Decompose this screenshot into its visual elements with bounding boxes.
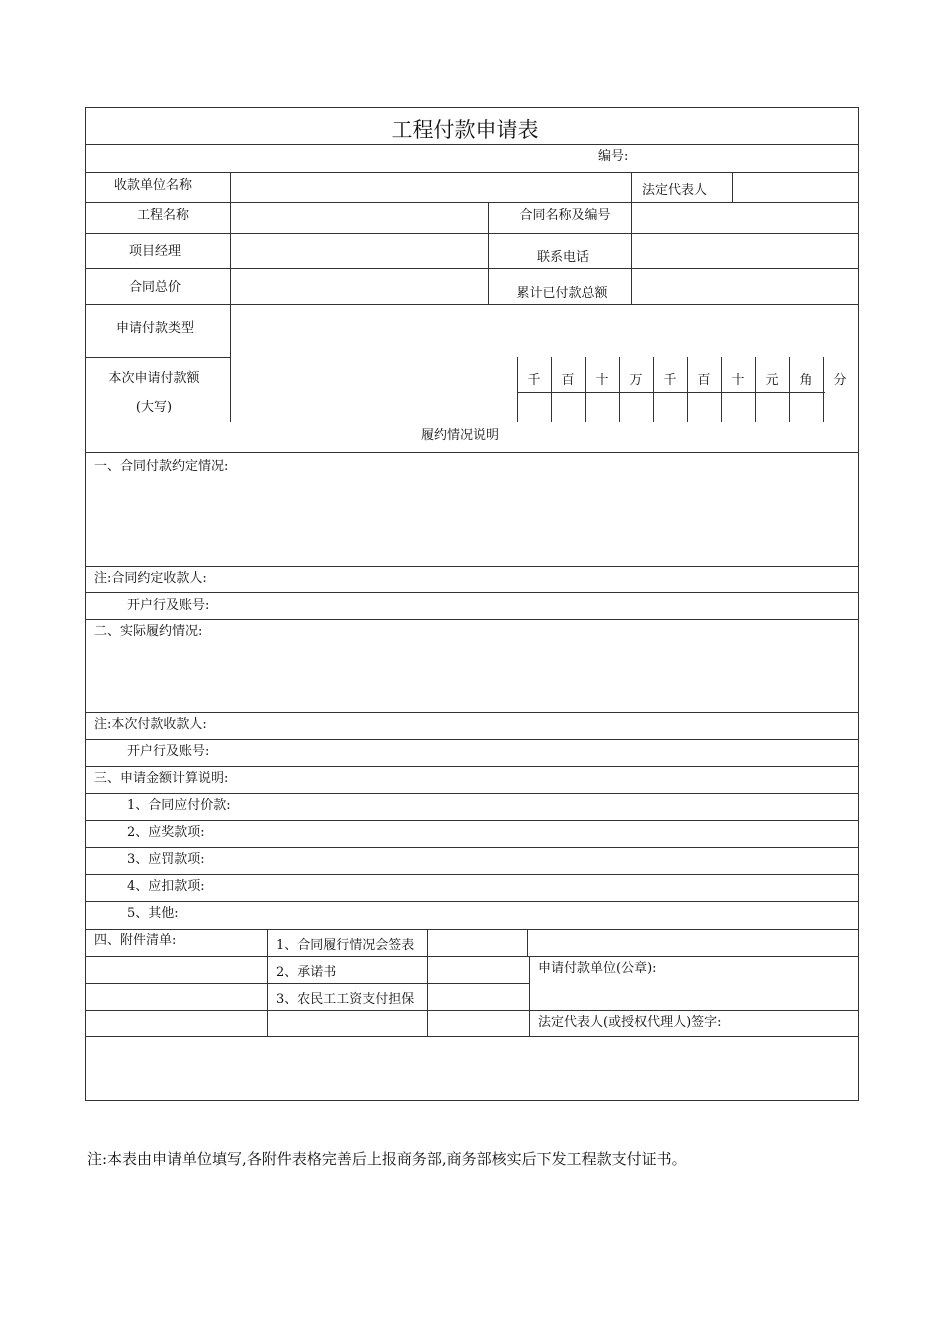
row-divider xyxy=(85,268,859,269)
row-divider xyxy=(517,392,825,393)
bank-account-label: 开户行及账号: xyxy=(127,744,210,759)
col-divider xyxy=(631,172,632,202)
paid-total-label: 累计已付款总额 xyxy=(516,286,608,301)
row-divider xyxy=(85,172,859,173)
digit-unit: 千 xyxy=(663,373,677,388)
row-divider xyxy=(85,983,529,984)
phone-label: 联系电话 xyxy=(536,250,590,265)
row-divider xyxy=(85,874,859,875)
serial-number-label: 编号: xyxy=(598,149,629,164)
digit-col-divider xyxy=(551,357,552,422)
table-border-bottom xyxy=(85,1100,859,1101)
row-divider xyxy=(85,766,859,767)
digit-col-divider xyxy=(721,357,722,422)
col-divider xyxy=(631,202,632,304)
section-amount-calc: 三、申请金额计算说明: xyxy=(94,771,229,786)
contract-total-label: 合同总价 xyxy=(128,280,182,295)
table-border-left xyxy=(85,107,86,1101)
row-divider xyxy=(85,566,859,567)
digit-col-divider xyxy=(653,357,654,422)
calc-item: 5、其他: xyxy=(127,906,179,921)
row-divider xyxy=(85,233,859,234)
note-contract-payee: 注:合同约定收款人: xyxy=(94,571,207,586)
row-divider xyxy=(85,357,231,358)
form-title: 工程付款申请表 xyxy=(391,118,539,142)
footer-note: 注:本表由申请单位填写,各附件表格完善后上报商务部,商务部核实后下发工程款支付证书。 xyxy=(87,1150,687,1168)
digit-unit: 万 xyxy=(629,373,643,388)
project-manager-label: 项目经理 xyxy=(128,244,182,259)
col-divider xyxy=(230,172,231,422)
calc-item: 1、合同应付价款: xyxy=(127,798,231,813)
row-divider xyxy=(85,144,859,145)
row-divider xyxy=(85,929,859,930)
calc-item: 3、应罚款项: xyxy=(127,852,205,867)
digit-col-divider xyxy=(585,357,586,422)
row-divider xyxy=(85,1010,859,1011)
payee-unit-label: 收款单位名称 xyxy=(113,178,193,193)
section-contract-terms: 一、合同付款约定情况: xyxy=(94,459,229,474)
digit-col-divider xyxy=(823,357,824,422)
digit-unit: 百 xyxy=(561,373,575,388)
col-divider xyxy=(529,956,530,1036)
digit-col-divider xyxy=(687,357,688,422)
row-divider xyxy=(85,712,859,713)
digit-col-divider xyxy=(517,357,518,422)
note-current-payee: 注:本次付款收款人: xyxy=(94,717,207,732)
contract-name-label: 合同名称及编号 xyxy=(519,208,611,223)
row-divider xyxy=(85,619,859,620)
digit-unit: 十 xyxy=(595,373,609,388)
bank-account-label: 开户行及账号: xyxy=(127,598,210,613)
calc-item: 4、应扣款项: xyxy=(127,879,205,894)
col-divider xyxy=(427,929,428,1036)
applicant-unit-seal-label: 申请付款单位(公章): xyxy=(538,961,657,976)
section-actual-performance: 二、实际履约情况: xyxy=(94,624,203,639)
digit-col-divider xyxy=(755,357,756,422)
row-divider xyxy=(85,202,859,203)
digit-unit: 元 xyxy=(765,373,779,388)
legal-rep-label: 法定代表人 xyxy=(642,183,708,198)
row-divider xyxy=(85,304,859,305)
col-divider xyxy=(267,929,268,1036)
table-border-right xyxy=(858,107,859,1101)
digit-unit: 千 xyxy=(527,373,541,388)
col-divider xyxy=(732,172,733,202)
attachment-item: 1、合同履行情况会签表 xyxy=(276,938,415,953)
row-divider xyxy=(85,847,859,848)
calc-item: 2、应奖款项: xyxy=(127,825,205,840)
row-divider xyxy=(85,956,859,957)
attachment-item: 3、农民工工资支付担保 xyxy=(276,992,415,1007)
row-divider xyxy=(85,1036,859,1037)
digit-unit: 十 xyxy=(731,373,745,388)
amount-uppercase-label: (大写) xyxy=(135,400,173,415)
attachment-item: 2、承诺书 xyxy=(276,965,337,980)
table-border-top xyxy=(85,107,859,108)
digit-unit: 角 xyxy=(799,373,813,388)
col-divider xyxy=(527,929,528,956)
row-divider xyxy=(85,739,859,740)
col-divider xyxy=(488,202,489,304)
section-attachments: 四、附件清单: xyxy=(94,933,177,948)
performance-desc-label: 履约情况说明 xyxy=(420,428,500,443)
digit-col-divider xyxy=(789,357,790,422)
legal-rep-signature-label: 法定代表人(或授权代理人)签字: xyxy=(538,1015,722,1030)
digit-unit: 百 xyxy=(697,373,711,388)
digit-unit: 分 xyxy=(833,373,847,388)
row-divider xyxy=(85,793,859,794)
amount-label: 本次申请付款额 xyxy=(108,371,200,386)
digit-col-divider xyxy=(619,357,620,422)
row-divider xyxy=(85,901,859,902)
row-divider xyxy=(85,452,859,453)
row-divider xyxy=(85,820,859,821)
project-name-label: 工程名称 xyxy=(136,208,190,223)
payment-type-label: 申请付款类型 xyxy=(115,321,195,336)
row-divider xyxy=(85,592,859,593)
